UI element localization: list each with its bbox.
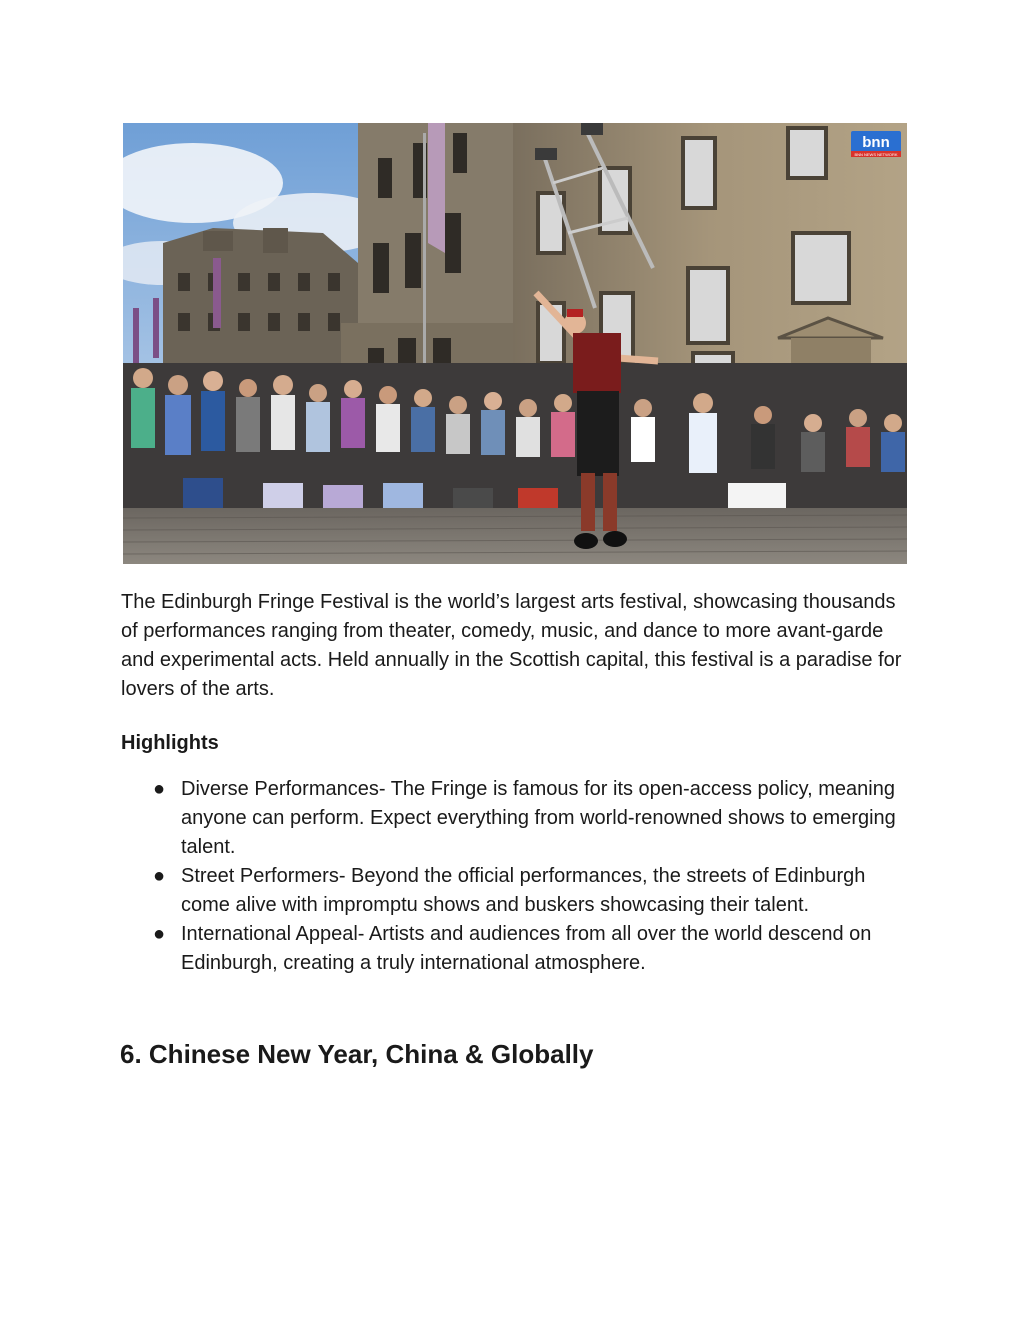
bullet-icon: ● [153,778,166,800]
news-logo [851,131,901,157]
list-item-text: Diverse Performances- The Fringe is famous for its open-access policy, meaning anyone can perform. Expect everything from world-renowned shows to emerging talent. [181,778,896,858]
logo-text: bnn [862,134,890,151]
bullet-icon: ● [153,865,166,887]
list-item-text: Street Performers- Beyond the official performances, the streets of Edinburgh come alive with impromptu shows and buskers showcasing their talent. [181,865,866,916]
bnn-logo-icon [851,131,901,157]
list-item-text: International Appeal- Artists and audiences from all over the world descend on Edinburgh, creating a truly international atmosphere. [181,923,872,974]
intro-paragraph: The Edinburgh Fringe Festival is the world’s largest arts festival, showcasing thousands of performances ranging from theater, comedy, music, and dance to more avant-garde and experimental acts. Held annually in the Scottish capital, this festival is a paradise for lovers of the arts. [121,591,902,700]
highlights-list [121,775,911,978]
section-heading: 6. Chinese New Year, China & Globally [120,1039,594,1069]
street-performer-photo-illustration [123,123,907,564]
highlights-heading: Highlights [121,732,219,754]
bullet-icon: ● [153,923,166,945]
list-item [121,775,911,862]
list-item [121,920,911,978]
list-item [121,862,911,920]
logo-subtext: BNN NEWS NETWORK [854,152,898,157]
festival-photo [123,123,907,564]
